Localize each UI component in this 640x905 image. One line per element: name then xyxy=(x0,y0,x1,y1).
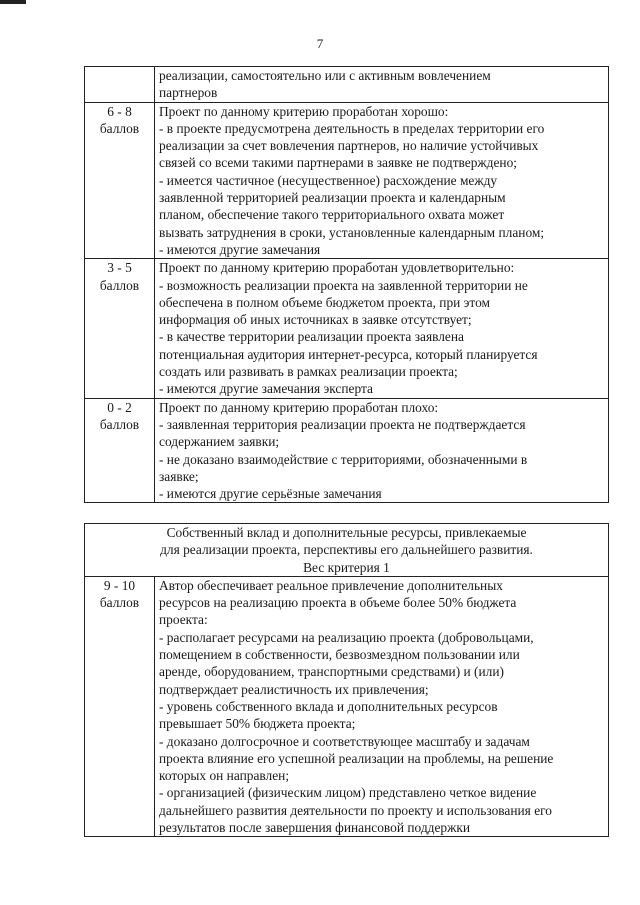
score-unit: баллов xyxy=(99,277,140,293)
score-unit: баллов xyxy=(99,416,140,432)
criterion-title-line: Собственный вклад и дополнительные ресурсы, привлекаемые xyxy=(166,525,527,540)
description-line: - заявленная территория реализации проекта не подтверждается xyxy=(159,416,526,432)
description-line: - имеются другие замечания эксперта xyxy=(159,381,373,397)
score-row xyxy=(85,576,609,836)
description-line: результатов после завершения финансовой поддержки xyxy=(159,820,471,836)
score-range: 9 - 10 xyxy=(103,577,136,593)
description-line: реализации за счет вовлечения партнеров, но наличие устойчивых xyxy=(159,138,539,154)
criterion-title-cell xyxy=(85,524,609,577)
description-line: аренде, оборудованием, транспортными средствами) и (или) xyxy=(159,664,504,680)
score-row xyxy=(85,398,609,503)
description-line: потенциальная аудитория интернет-ресурса, который планируется xyxy=(159,346,538,362)
description-line: реализации, самостоятельно или с активным вовлечением xyxy=(159,68,491,83)
criteria-table-territory xyxy=(84,66,609,503)
description-line: Автор обеспечивает реальное привлечение дополнительных xyxy=(159,577,503,593)
description-line: заявке; xyxy=(159,468,199,484)
description-line: проекта: xyxy=(159,612,208,628)
description-line: - имеются другие замечания xyxy=(159,241,321,257)
description-line: планом, обеспечение такого территориального охвата может xyxy=(159,207,505,223)
description-line: обеспечена в полном объеме бюджетом проекта, при этом xyxy=(159,294,490,310)
description-line: - располагает ресурсами на реализацию проекта (добровольцами, xyxy=(159,629,534,645)
criterion-weight: Вес критерия 1 xyxy=(303,559,390,575)
description-line: - возможность реализации проекта на заявленной территории не xyxy=(159,277,528,293)
description-line: вызвать затруднения в сроки, установленные календарным планом; xyxy=(159,224,545,240)
score-description-cell xyxy=(155,576,609,836)
score-unit: баллов xyxy=(99,120,140,136)
description-line: - организацией (физическим лицом) представлено четкое видение xyxy=(159,785,537,801)
description-line: содержанием заявки; xyxy=(159,434,280,450)
scan-corner-mark xyxy=(0,0,26,4)
description-line: - не доказано взаимодействие с территориями, обозначенными в xyxy=(159,451,528,467)
criterion-title-line: для реализации проекта, перспективы его дальнейшего развития. xyxy=(160,542,533,558)
description-line: - доказано долгосрочное и соответствующее масштабу и задачам xyxy=(159,733,530,749)
score-unit: баллов xyxy=(99,595,140,611)
description-line: заявленной территорией реализации проекта и календарным xyxy=(159,190,506,206)
description-line: проекта влияние его успешной реализации на проблемы, на решение xyxy=(159,750,554,766)
description-line: подтверждает реалистичность их привлечения; xyxy=(159,681,429,697)
description-line: которых он направлен; xyxy=(159,768,290,784)
description-line: - имеются другие серьёзные замечания xyxy=(159,486,382,502)
description-line: партнеров xyxy=(159,85,218,101)
score-description-cell xyxy=(155,67,609,103)
description-line: ресурсов на реализацию проекта в объеме более 50% бюджета xyxy=(159,595,517,611)
description-line: - в проекте предусмотрена деятельность в пределах территории его xyxy=(159,120,545,136)
description-line: информация об иных источниках в заявке отсутствует; xyxy=(159,312,472,328)
description-line: Проект по данному критерию проработан плохо: xyxy=(159,399,439,415)
description-line: Проект по данному критерию проработан хорошо: xyxy=(159,103,449,119)
page-number: 7 xyxy=(316,36,324,51)
score-row xyxy=(85,259,609,398)
description-line: создать или развивать в рамках реализации проекта; xyxy=(159,364,458,380)
score-range-cell xyxy=(85,398,155,503)
score-row xyxy=(85,102,609,259)
score-range: 6 - 8 xyxy=(107,103,132,119)
description-line: помещением в собственности, безвозмездном пользовании или xyxy=(159,647,520,663)
score-row xyxy=(85,67,609,103)
description-line: дальнейшего развития деятельности по проекту и использования его xyxy=(159,802,552,818)
score-range-cell xyxy=(85,576,155,836)
description-line: - уровень собственного вклада и дополнительных ресурсов xyxy=(159,698,498,714)
description-line: - в качестве территории реализации проекта заявлена xyxy=(159,329,464,345)
score-description-cell xyxy=(155,102,609,259)
score-range-cell xyxy=(85,259,155,398)
criteria-table-own-contribution xyxy=(84,523,609,837)
score-range: 0 - 2 xyxy=(107,399,132,415)
score-description-cell xyxy=(155,398,609,503)
description-line: превышает 50% бюджета проекта; xyxy=(159,716,356,732)
score-range: 3 - 5 xyxy=(107,260,132,276)
score-range-cell xyxy=(85,67,155,103)
description-line: Проект по данному критерию проработан удовлетворительно: xyxy=(159,260,515,276)
score-description-cell xyxy=(155,259,609,398)
description-line: - имеется частичное (несущественное) расхождение между xyxy=(159,172,498,188)
description-line: связей со всеми такими партнерами в заявке не подтверждено; xyxy=(159,155,518,171)
score-range-cell xyxy=(85,102,155,259)
criterion-header-row xyxy=(85,524,609,577)
